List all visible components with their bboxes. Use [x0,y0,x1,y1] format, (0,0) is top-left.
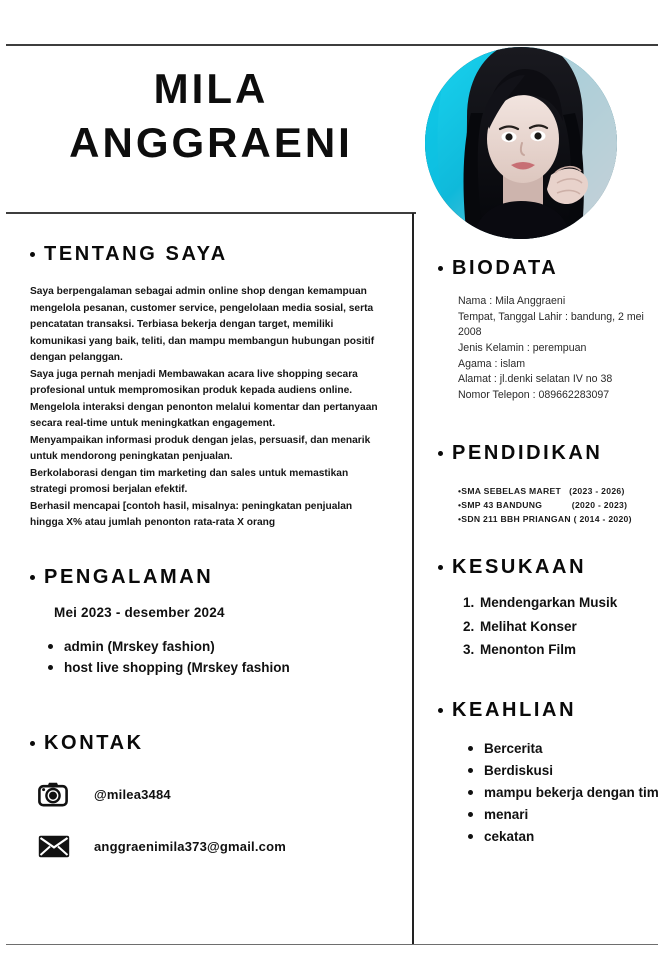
section-heading-skills [438,699,662,722]
right-column [414,213,672,945]
section-heading-biodata [438,257,662,280]
section-heading-contact [30,732,392,755]
bullet-icon [438,565,443,570]
bullet-icon [30,741,35,746]
page-title [6,62,416,170]
skills-heading-label: KEAHLIAN [452,699,577,722]
left-column [0,213,412,945]
experience-date-range: Mei 2023 - desember 2024 [54,604,225,620]
section-heading-education [438,442,662,465]
section-heading-hobbies [438,556,662,579]
list-item: host live shopping (Mrskey fashion [44,657,392,678]
list-item: menari [462,804,662,826]
bullet-icon [30,575,35,580]
list-item: 1. Mendengarkan Musik [478,591,662,614]
first-name: MILA [153,65,269,112]
list-item: Bercerita [462,738,662,760]
biodata-body [438,294,648,404]
list-item: 3. Menonton Film [478,638,662,661]
profile-photo [425,47,617,239]
biodata-line-name: Nama : Mila Anggraeni [458,295,566,307]
bullet-icon [438,451,443,456]
bullet-icon [438,708,443,713]
hobbies-heading-label: KESUKAAN [452,556,587,579]
last-name: ANGGRAENI [69,118,353,166]
list-item: •SMA SEBELAS MARET (2023 - 2026) [458,485,625,496]
list-item: •SDN 211 BBH PRIANGAN ( 2014 - 2020) [458,513,632,524]
hobbies-list [438,591,662,661]
list-item: Berdiskusi [462,760,662,782]
header-top-rule [6,44,658,46]
list-item: mampu bekerja dengan tim [462,782,662,804]
about-heading-label: TENTANG SAYA [44,243,228,265]
about-paragraph: Saya juga pernah menjadi Membawakan acara live shopping secara profesional untuk mempromosikan produk kepada audiens online. [30,368,358,397]
bullet-icon [438,266,443,271]
about-paragraph: Mengelola interaksi dengan penonton melalui komentar dan pertanyaan secara real-time untuk meningkatkan engagement. [30,401,378,430]
bullet-icon [30,252,35,257]
biodata-line-phone: Nomor Telepon : 089662283097 [458,389,610,402]
list-item: admin (Mrskey fashion) [44,636,392,657]
experience-heading-label: PENGALAMAN [44,565,214,588]
biodata-line-gender: Jenis Kelamin : perempuan [458,342,587,355]
about-paragraph: Berkolaborasi dengan tim marketing dan sales untuk memastikan strategi promosi berjalan efektif. [30,467,349,496]
biodata-line-religion: Agama : islam [458,357,526,370]
experience-list [30,636,392,679]
list-item: •SMP 43 BANDUNG (2020 - 2023) [458,499,628,510]
contact-row-instagram[interactable] [30,777,392,811]
instagram-handle: @milea3484 [94,786,171,802]
email-address: anggraenimila373@gmail.com [94,838,286,854]
biodata-line-address: Alamat : jl.denki selatan IV no 38 [458,373,613,386]
about-body [30,284,378,532]
section-heading-about [30,243,392,266]
about-paragraph: Berhasil mencapai [contoh hasil, misalnya: peningkatan penjualan hingga X% atau jumlah penonton rata-rata X orang [30,500,353,529]
contact-row-email[interactable] [30,829,392,863]
camera-icon [38,777,80,811]
biodata-line-birth: Tempat, Tanggal Lahir : bandung, 2 mei 2008 [458,310,644,339]
camera-icon-glyph [38,781,68,807]
about-paragraph: Saya berpengalaman sebagai admin online shop dengan kemampuan mengelola pesanan, customer service, pengelolaan media sosial, serta pencatatan transaksi. Terbiasa bekerja dengan target, memiliki komunikasi yang baik, teliti, dan mampu membangun hubungan positif dengan pelanggan. [30,286,375,364]
list-item: 2. Melihat Konser [478,615,662,638]
education-list [438,485,662,527]
section-heading-experience [30,566,392,589]
about-paragraph: Menyampaikan informasi produk dengan jelas, persuasif, dan menarik untuk mendorong peningkatan penjualan. [30,434,371,463]
contact-heading-label: KONTAK [44,732,144,755]
portrait-illustration [425,47,617,239]
envelope-icon-glyph [38,835,70,858]
skills-list [438,738,662,847]
list-item: cekatan [462,826,662,848]
education-heading-label: PENDIDIKAN [452,441,603,464]
envelope-icon [38,829,80,863]
biodata-heading-label: BIODATA [452,257,559,279]
